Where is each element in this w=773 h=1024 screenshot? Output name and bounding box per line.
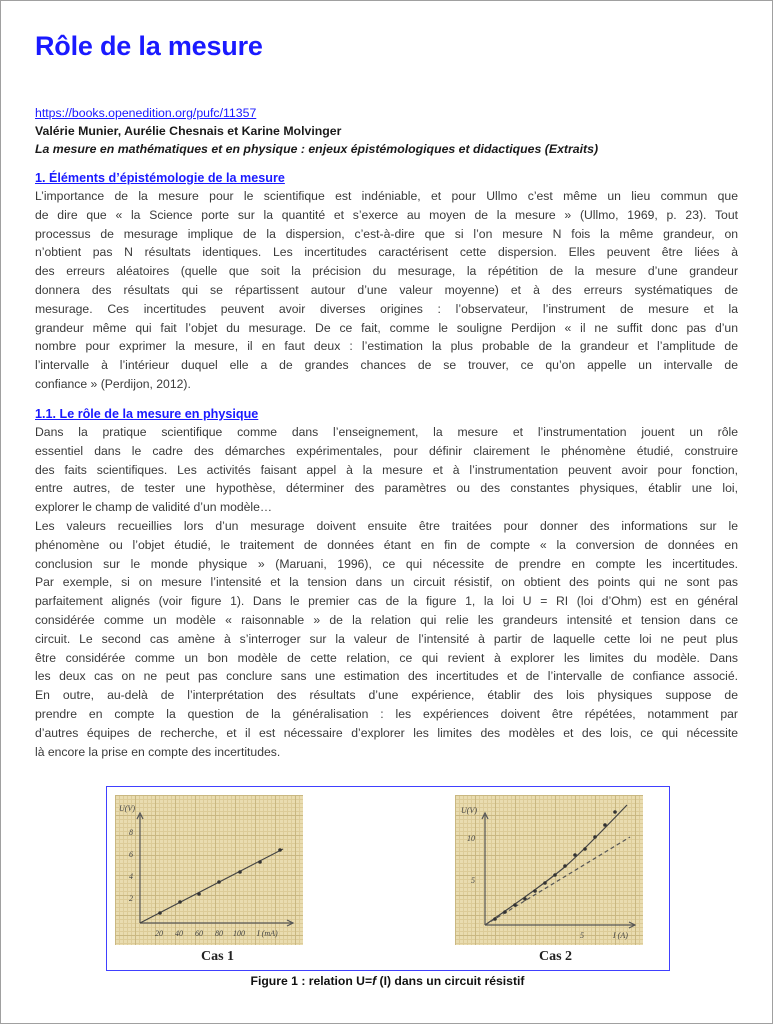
graph-cas-1	[115, 795, 303, 945]
text-line: être considérée comme un bon modèle de cette relation, ce qui revient à explorer les limites du modèle. Dans	[35, 650, 738, 665]
y-axis-label: U(V)	[119, 804, 135, 813]
svg-text:60: 60	[195, 929, 203, 938]
text-line: processus de mesurage implique de la dispersion, c’est-à-dire que si l’on mesure N fois la même grandeur, on	[35, 226, 738, 241]
text-line: phénomène ou l’objet étudié, le traitement de données étant en fin de compte « la conversion de données en	[35, 537, 738, 552]
figure-1-frame	[106, 786, 670, 971]
text-line: l’intervalle à l’intérieur duquel elle a de grandes chances de se trouver, ce qu’on appelle un intervalle de	[35, 358, 738, 373]
text-line: nombre pour exprimer la mesure, il en faut deux : l’estimation la plus probable de la grandeur et l’amplitude de	[35, 339, 738, 354]
y-axis-label: U(V)	[461, 806, 477, 815]
svg-text:5: 5	[471, 876, 475, 885]
svg-text:80: 80	[215, 929, 223, 938]
text-line: En outre, au-delà de l’interprétation des résultats d’une expérience, établir des lois physiques suppose de	[35, 688, 738, 703]
text-line: n’obtient pas N résultats identiques. Les incertitudes caractérisent cette dispersion. Elles peuvent être liées à	[35, 245, 738, 260]
section-1-1-paragraph	[35, 423, 738, 761]
text-line: conclusion sur le monde physique » (Maruani, 1996), ce qui nécessite de prendre en compte les incertitudes.	[35, 556, 738, 571]
page-title: Rôle de la mesure	[35, 31, 263, 61]
graph-cas-1-label: Cas 1	[201, 949, 235, 964]
svg-text:40: 40	[175, 929, 183, 938]
text-line: parfaitement alignés (voir figure 1). Dans le premier cas de la figure 1, la loi U = RI (loi d’Ohm) est en général	[35, 594, 738, 609]
svg-text:5: 5	[580, 931, 584, 940]
text-line: explorer le champ de validité d’un modèle…	[35, 500, 273, 515]
source-block	[35, 104, 598, 158]
text-line: les deux cas on ne peut pas conclure sans une estimation des incertitudes et de l’intervalle de confiance associé.	[35, 669, 738, 684]
text-line: prendre en compte la question de la généralisation : les expériences doivent être répétées, notamment par	[35, 706, 738, 721]
graph-cas-2-label: Cas 2	[539, 949, 573, 964]
text-line: Par exemple, si on mesure l’intensité et la tension dans un circuit résistif, on obtient des points qui ne sont pas	[35, 575, 738, 590]
text-line: des erreurs aléatoires (quelle que soit la précision du mesurage, la répétition de la mesure d’une grandeur	[35, 264, 738, 279]
x-axis-label: I (mA)	[257, 929, 278, 938]
svg-text:6: 6	[129, 850, 133, 859]
text-line: d’autres équipes de recherche, et il est nécessaire d’explorer les limites des modèles et des lois, ce qui nécessite	[35, 725, 738, 740]
text-line: là encore la prise en compte des incertitudes.	[35, 744, 281, 759]
section-heading-epistemologie[interactable]: 1. Éléments d’épistémologie de la mesure	[35, 171, 285, 185]
text-line: confiance » (Perdijon, 2012).	[35, 376, 191, 391]
svg-text:10: 10	[467, 834, 475, 843]
svg-text:8: 8	[129, 828, 133, 837]
text-line: des faits scientifiques. Les activités faisant appel à la mesure et à l’instrumentation peuvent avoir pour fonction,	[35, 462, 738, 477]
source-link[interactable]: https://books.openedition.org/pufc/11357	[35, 106, 257, 120]
text-line: de dire que « la Science porte sur la quantité et s’exerce au moyen de la mesure » (Ullmo, 1969, p. 23). Tout	[35, 207, 738, 222]
svg-text:4: 4	[129, 872, 133, 881]
text-line: circuit. Le second cas amène à s’interroger sur la valeur de l’intensité à partir de laquelle cette loi ne peut plus	[35, 631, 738, 646]
authors: Valérie Munier, Aurélie Chesnais et Karine Molvinger	[35, 124, 342, 138]
text-line: entre autres, de tester une hypothèse, déterminer des paramètres ou des constantes physiques, établir une loi,	[35, 481, 738, 496]
svg-text:100: 100	[233, 929, 245, 938]
text-line: Les valeurs recueillies lors d’un mesurage doivent ensuite être traitées pour donner des informations sur le	[35, 518, 738, 533]
figure-caption: Figure 1 : relation U=f (I) dans un circuit résistif	[250, 974, 525, 988]
svg-text:20: 20	[155, 929, 163, 938]
text-line: Dans la pratique scientifique comme dans l’enseignement, la mesure et l’instrumentation jouent un rôle	[35, 425, 738, 439]
graph-cas-1-plot	[115, 795, 303, 945]
text-line: essentiel dans le cadre des démarches expérimentales, pour définir clairement le phénomène étudié, construire	[35, 443, 738, 458]
text-line: grandeur même qui fait l’objet du mesurage. De ce fait, comme le souligne Perdijon « il ne suffit donc pas d’un	[35, 320, 738, 335]
text-line: mesurage. Ces incertitudes peuvent avoir diverses origines : l’observateur, l’instrument de mesure et la	[35, 301, 738, 316]
svg-text:2: 2	[129, 894, 133, 903]
text-line: donnera des résultats qui se répartissent autour d’une valeur moyenne) et à des erreurs systématiques de	[35, 282, 738, 297]
graph-cas-2	[455, 795, 643, 945]
book-title: La mesure en mathématiques et en physique : enjeux épistémologiques et didactiques (Extraits)	[35, 142, 599, 156]
text-line: considérée comme un modèle « raisonnable » de la relation qui relie les grandeurs intensité et tension dans ce	[35, 612, 738, 627]
graph-cas-2-plot	[455, 795, 643, 945]
text-line: L’importance de la mesure pour le scientifique est indéniable, et pour Ullmo c’est même un lieu commun que	[35, 189, 738, 203]
x-axis-label: I (A)	[613, 931, 628, 940]
section-1-paragraph	[35, 187, 738, 394]
section-heading-role-physique[interactable]: 1.1. Le rôle de la mesure en physique	[35, 407, 259, 421]
